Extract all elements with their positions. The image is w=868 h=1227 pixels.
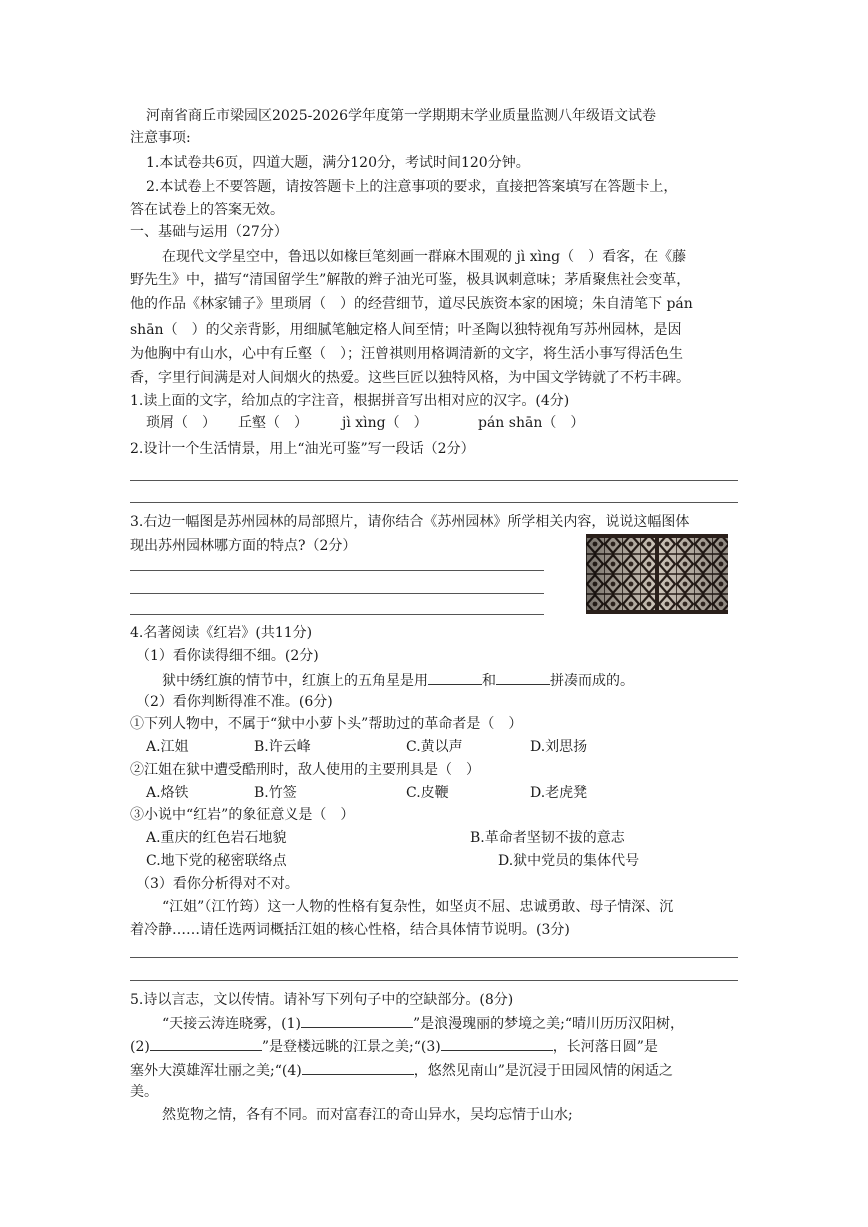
question-1-prompt: 1.读上面的文字，给加点的字注音，根据拼音写出相对应的汉字。(4分) [130,393,570,409]
question-4-part-1-heading: （1）看你读得细不细。(2分) [136,648,319,664]
mc-option: C.地下党的秘密联络点 [146,853,287,869]
question-2-prompt: 2.设计一个生活情景，用上“油光可鉴”写一段话（2分） [130,441,475,457]
poem-fill-line: 然览物之情，各有不同。而对富春江的奇山异水，吴均忘情于山水; [162,1107,573,1123]
answer-line [130,502,738,503]
section-heading: 一、基础与运用（27分） [130,224,288,240]
mc-option: B.革命者坚韧不拔的意志 [470,830,625,846]
passage-line: 香，字里行间满是对人间烟火的热爱。这些巨匠以独特风格，为中国文学铸就了不朽丰碑。 [130,370,690,386]
question-3-prompt-2: 现出苏州园林哪方面的特点?（2分） [130,538,357,554]
answer-line [130,957,738,958]
question-4-part-2-heading: （2）看你判断得准不准。(6分) [136,694,333,710]
mc-question-1: ①下列人物中，不属于“狱中小萝卜头”帮助过的革命者是（ ） [130,716,523,732]
pinyin-item: jì xìng（ ） [342,415,428,431]
fill-blank [301,1013,413,1028]
answer-line [130,593,544,594]
mc-option: D.老虎凳 [530,785,588,801]
pinyin-item: 丘壑（ ） [238,415,308,431]
question-5-heading: 5.诗以言志，文以传情。请补写下列句子中的空缺部分。(8分) [130,992,514,1008]
passage-line: 为他胸中有山水，心中有丘壑（ ）；汪曾祺则用格调清新的文字，将生活小事写得活色生 [130,346,683,362]
question-4-part-1-text: 狱中绣红旗的情节中，红旗上的五角星是用 和 拼凑而成的。 [162,670,634,690]
fill-blank [428,670,482,685]
answer-line [130,614,544,615]
question-4-part-3-heading: （3）看你分析得对不对。 [136,876,299,892]
mc-option: D.刘思扬 [530,739,588,755]
fill-blank [302,1060,414,1075]
mc-option: D.狱中党员的集体代号 [498,853,640,869]
notice-heading: 注意事项: [130,130,191,146]
poem-fill-line: (2) ”是登楼远眺的江景之美;“(3) ，长河落日圆”是 [130,1036,658,1056]
poem-fill-line: 美。 [130,1084,158,1100]
answer-line [130,570,544,571]
question-4-part-3-text: “江姐”（江竹筠）这一人物的性格有复杂性，如坚贞不屈、忠诚勇敢、母子情深、沉 [162,899,674,915]
notice-item-2-cont: 答在试卷上的答案无效。 [130,202,284,218]
poem-fill-line: “天接云涛连晓雾，(1) ”是浪漫瑰丽的梦境之美;“晴川历历汉阳树， [162,1013,684,1033]
notice-item-2: 2.本试卷上不要答题，请按答题卡上的注意事项的要求，直接把答案填写在答题卡上， [146,179,678,195]
question-3-prompt-1: 3.右边一幅图是苏州园林的局部照片，请你结合《苏州园林》所学相关内容，说说这幅图体 [130,514,690,530]
pinyin-item: pán shān（ ） [478,415,585,431]
notice-item-1: 1.本试卷共6页，四道大题，满分120分，考试时间120分钟。 [146,155,530,171]
passage-line: 野先生》中，描写“清国留学生”解散的辫子油光可鉴，极具讽刺意味；茅盾聚焦社会变革， [130,272,691,288]
passage-line: 他的作品《林家铺子》里琐屑（ ）的经营细节，道尽民族资本家的困境；朱自清笔下 pán [130,296,693,312]
answer-line [130,480,738,481]
answer-line [130,980,738,981]
passage-line: 在现代文学星空中，鲁迅以如椽巨笔刻画一群麻木围观的 jì xìng（ ）看客，在《藤 [162,249,687,265]
mc-option: A.重庆的红色岩石地貌 [146,830,287,846]
pinyin-item: 琐屑（ ） [146,415,216,431]
exam-title: 河南省商丘市梁园区2025-2026学年度第一学期期末学业质量监测八年级语文试卷 [146,108,656,124]
mc-question-3: ③小说中“红岩”的象征意义是（ ） [130,807,355,823]
poem-fill-line: 塞外大漠雄浑壮丽之美;“(4) ，悠然见南山”是沉浸于田园风情的闲适之 [130,1060,673,1080]
fill-blank [150,1036,262,1051]
fill-blank [496,670,550,685]
mc-option: C.黄以声 [406,739,463,755]
passage-line: shān（ ）的父亲背影，用细腻笔触定格人间至情；叶圣陶以独特视角写苏州园林，是因 [130,322,682,338]
mc-option: B.许云峰 [254,739,311,755]
mc-option: C.皮鞭 [406,785,449,801]
question-4-part-3-text: 着冷静……请任选两词概括江姐的核心性格，结合具体情节说明。(3分) [130,922,570,938]
mc-option: B.竹签 [254,785,297,801]
mc-question-2: ②江姐在狱中遭受酷刑时，敌人使用的主要刑具是（ ） [130,762,480,778]
fill-blank [441,1036,553,1051]
mc-option: A.烙铁 [146,785,189,801]
mc-option: A.江姐 [146,739,189,755]
suzhou-garden-lattice-window-photo [586,534,728,614]
question-4-heading: 4.名著阅读《红岩》(共11分) [130,625,313,641]
